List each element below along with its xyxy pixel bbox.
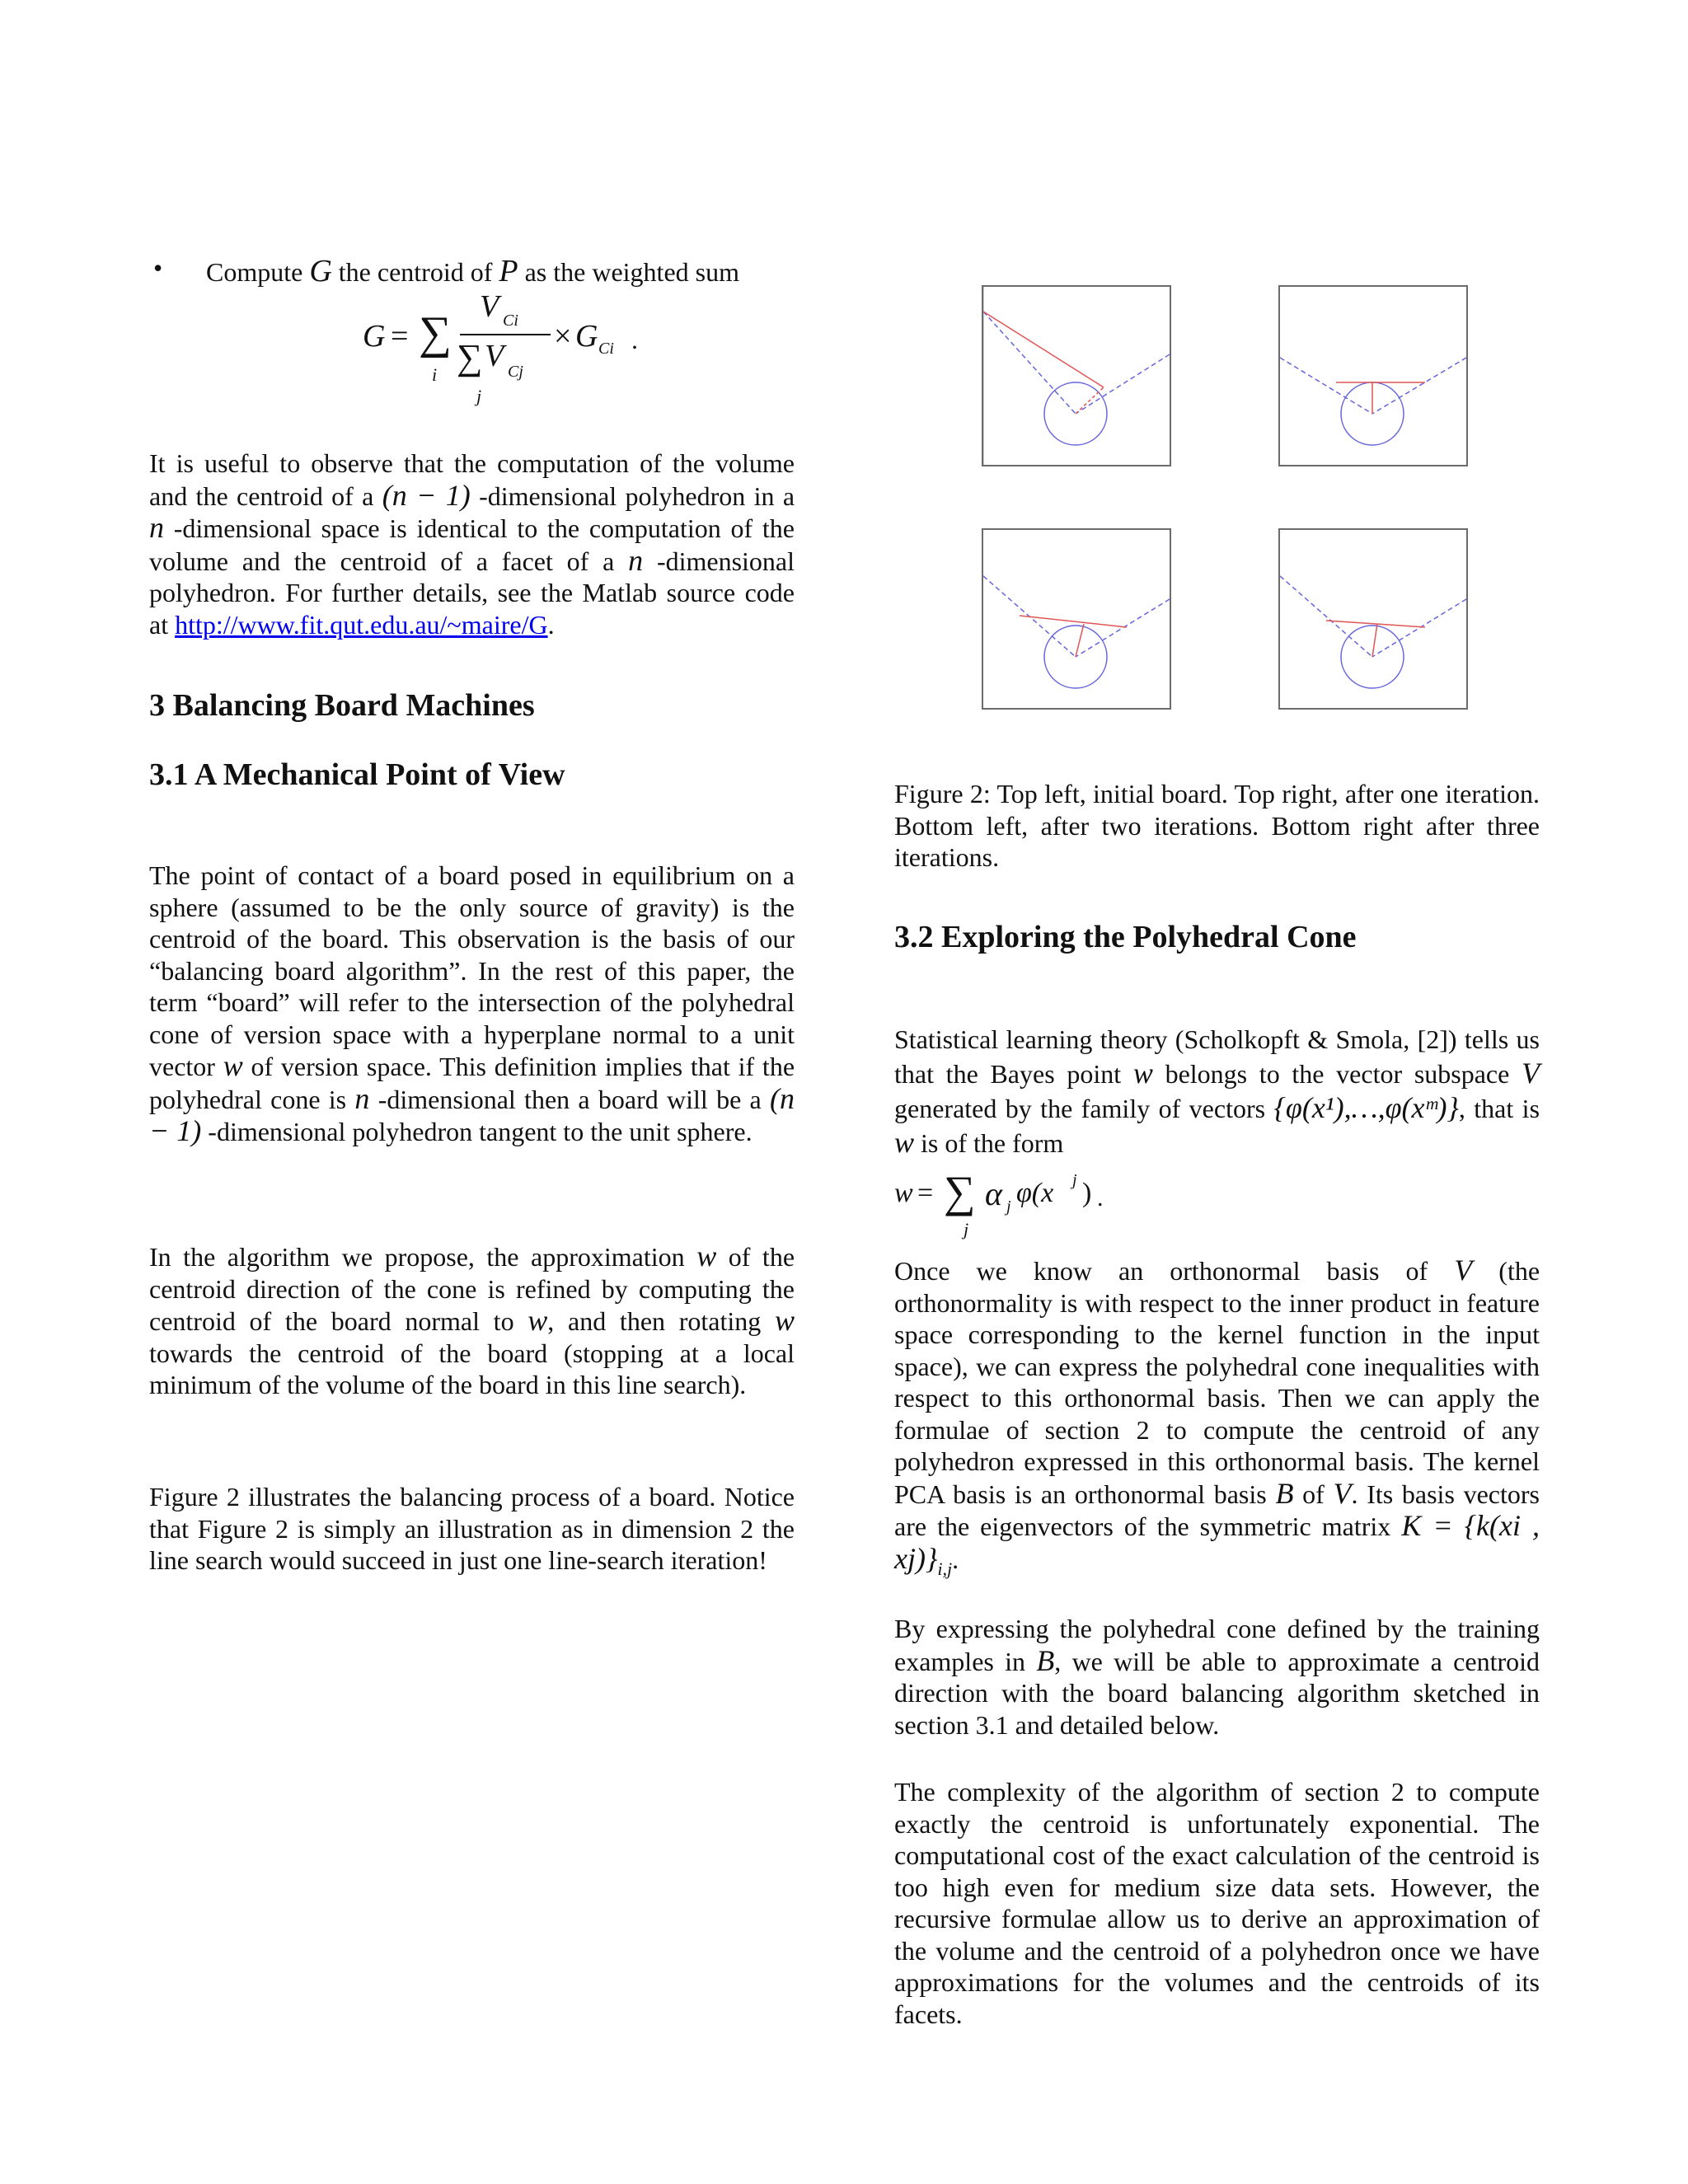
eq2-period: . xyxy=(1097,1184,1104,1212)
paragraph-algorithm: In the algorithm we propose, the approximation w of the centroid direction of the cone is refined by computing the centroid of the board normal to w, and then rotating w towards the centroid of the board (stopping at a local minimum of the volume of the board in this line search). xyxy=(149,1240,795,1399)
math-b: B xyxy=(1036,1643,1055,1677)
figure-panel-top-left xyxy=(982,285,1171,466)
eq-rhs: G xyxy=(575,319,598,354)
eq2-equals: = xyxy=(917,1178,934,1208)
paragraph-board-balancing: By expressing the polyhedral cone defined by the training examples in B, we will be able to approximate a centroid direction with the board balancing algorithm sketched in section 3.1 and detailed below. xyxy=(894,1614,1540,1740)
section-heading-3-2: 3.2 Exploring the Polyhedral Cone xyxy=(894,920,1357,954)
math-w: w xyxy=(223,1049,243,1082)
eq2-close: ) xyxy=(1082,1178,1092,1208)
eq2-sup: j xyxy=(1072,1171,1077,1189)
eq2-sigma: ∑ xyxy=(944,1167,976,1216)
eq2-lhs: w xyxy=(894,1178,913,1208)
cone-edge-left xyxy=(1280,576,1372,657)
normal-vector xyxy=(1372,624,1377,657)
bullet-text-1: Compute xyxy=(206,257,303,287)
matlab-source-link[interactable]: http://www.fit.qut.edu.au/~maire/G xyxy=(175,609,548,640)
var-g: G xyxy=(309,254,332,288)
var-p: P xyxy=(499,254,518,288)
figure-panel-top-right xyxy=(1278,285,1468,466)
cone-edge-left xyxy=(983,312,1076,414)
eq-period: . xyxy=(631,325,638,354)
math-w: w xyxy=(528,1304,548,1337)
centroid-equation xyxy=(363,288,643,412)
section-heading-3-1: 3.1 A Mechanical Point of View xyxy=(149,757,565,792)
cone-edge-right xyxy=(1372,599,1466,657)
eq-index-i: i xyxy=(432,364,438,385)
board-line xyxy=(983,312,1104,387)
eq-lhs: G xyxy=(363,319,386,354)
math-n: n xyxy=(628,543,644,577)
eq2-phi: φ(x xyxy=(1016,1178,1054,1208)
math-v: V xyxy=(1522,1057,1540,1090)
bullet-text-2: the centroid of xyxy=(338,257,493,287)
paragraph-orthonormal-basis: Once we know an orthonormal basis of V (the orthonormality is with respect to the inner product in feature space corresponding to the kernel function in the input space), we can express the polyhedral cone inequalities with respect to this orthonormal basis. Then we can apply the formulae of section 2 to compute the centroid of any polyhedron expressed in this orthonormal basis. The kernel PCA basis is an orthonormal basis B of V. Its basis vectors are the eigenvectors of the symmetric matrix K = {k(xi , $xj)\}_{i,j}$. xyxy=(894,1254,1540,1579)
eq-numerator: V xyxy=(480,289,499,324)
math-kernel-matrix-sub: i,j xyxy=(937,1558,953,1579)
eq-fraction-bar xyxy=(460,334,551,335)
math-n: n xyxy=(354,1081,370,1115)
eq-rhs-sub: Ci xyxy=(598,340,614,358)
paragraph-statistical-learning: Statistical learning theory (Scholkopft & Smola, [2]) tells us that the Bayes point w belongs to the vector subspace V generated by the family of vectors {φ(x¹),…,φ(xᵐ)}, that is w is of the form xyxy=(894,1024,1540,1159)
math-v: V xyxy=(1333,1476,1352,1510)
math-phi-family: {φ(x¹),…,φ(xᵐ)} xyxy=(1273,1091,1459,1124)
math-w: w xyxy=(775,1304,795,1337)
bullet-text-3: as the weighted sum xyxy=(524,257,739,287)
math-w: w xyxy=(894,1126,915,1159)
math-b: B xyxy=(1275,1476,1294,1510)
eq-denominator: V xyxy=(485,339,504,373)
math-n: n xyxy=(149,511,164,544)
bayes-point-equation xyxy=(894,1166,1109,1240)
figure-panel-bottom-left xyxy=(982,528,1171,710)
eq-denominator-sub: Cj xyxy=(508,363,523,381)
math-n-minus-1: (n − 1) xyxy=(149,1081,795,1147)
eq-times: × xyxy=(554,319,572,354)
eq-den-sigma: ∑ xyxy=(457,337,483,377)
math-n-minus-1: (n − 1) xyxy=(382,478,471,512)
section-heading-3: 3 Balancing Board Machines xyxy=(149,688,535,723)
math-w: w xyxy=(696,1240,717,1272)
eq2-index: j xyxy=(964,1219,969,1240)
paragraph-computation-note: It is useful to observe that the computation of the volume and the centroid of a (n − 1) -dimensional polyhedron in a n -dimensional space is identical to the computation of the volume and the centroid of a facet of a n -dimensional polyhedron. For further details, see the Matlab source code at http://www.fit.qut.edu.au/~maire/G. xyxy=(149,448,795,640)
figure-2-caption: Figure 2: Top left, initial board. Top right, after one iteration. Bottom left, after two iterations. Bottom right after three iterations. xyxy=(894,779,1540,872)
eq-numerator-sub: Ci xyxy=(503,312,518,330)
eq-sigma: ∑ xyxy=(419,307,452,359)
math-w: w xyxy=(1132,1057,1153,1090)
eq-equals: = xyxy=(391,319,409,354)
normal-vector xyxy=(1076,387,1104,414)
bullet-symbol: • xyxy=(153,253,163,283)
eq-index-j: j xyxy=(476,386,482,406)
cone-edge-right xyxy=(1076,354,1170,414)
paragraph-figure-reference: Figure 2 illustrates the balancing process of a board. Notice that Figure 2 is simply an illustration as in dimension 2 the line search would succeed in just one line-search iteration! xyxy=(149,1482,795,1575)
cone-edge-right xyxy=(1076,599,1170,657)
figure-panel-bottom-right xyxy=(1278,528,1468,710)
eq2-alpha-sub: j xyxy=(1006,1197,1011,1216)
eq2-alpha: α xyxy=(985,1175,1002,1212)
math-v: V xyxy=(1454,1254,1473,1286)
paragraph-complexity: The complexity of the algorithm of section 2 to compute exactly the centroid is unfortunately exponential. The computational cost of the exact calculation of the centroid is too high even for medium size data sets. However, the recursive formulae allow us to derive an approximation of the volume and the centroid of a polyhedron once we have approximations for the volumes and the centroids of its facets. xyxy=(894,1777,1540,2029)
paragraph-mechanical-view: The point of contact of a board posed in equilibrium on a sphere (assumed to be the only source of gravity) is the centroid of the board. This observation is the basis of our “balancing board algorithm”. In the rest of this paper, the term “board” will refer to the intersection of the polyhedral cone of version space with a hyperplane normal to a unit vector w of version space. This definition implies that if the polyhedral cone is n -dimensional then a board will be a (n − 1) -dimensional polyhedron tangent to the unit sphere. xyxy=(149,860,795,1147)
math-kernel-matrix: K = {k(xi , xj)} xyxy=(894,1509,1540,1575)
